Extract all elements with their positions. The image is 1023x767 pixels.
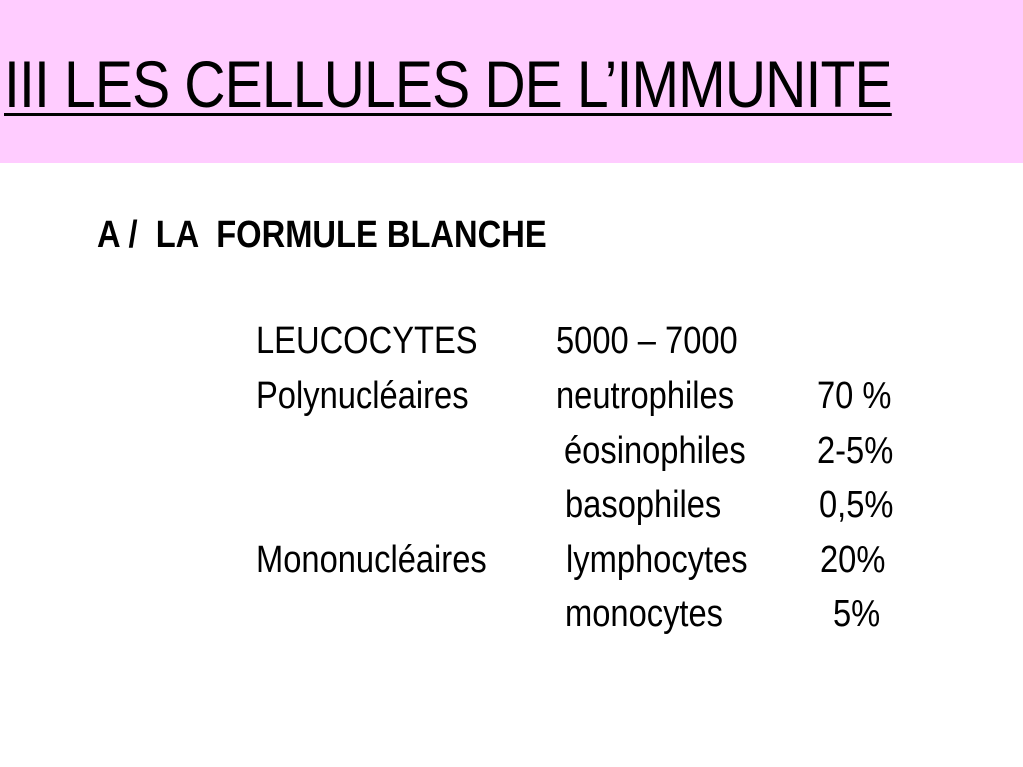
eosinophiles-label: éosinophiles [564, 430, 746, 472]
section-heading: A / LA FORMULE BLANCHE [97, 214, 547, 256]
leucocytes-count: 5000 – 7000 [556, 320, 738, 362]
leucocytes-label: LEUCOCYTES [256, 320, 478, 362]
slide-title: III LES CELLULES DE L’IMMUNITE [4, 47, 892, 121]
lymphocytes-label: lymphocytes [566, 539, 748, 581]
lymphocytes-percent: 20% [820, 539, 886, 581]
eosinophiles-percent: 2-5% [817, 430, 894, 472]
basophiles-percent: 0,5% [819, 484, 894, 526]
basophiles-label: basophiles [565, 484, 722, 526]
monocytes-percent: 5% [833, 593, 881, 635]
neutrophiles-percent: 70 % [817, 375, 892, 417]
monocytes-label: monocytes [565, 593, 724, 635]
mononuclear-group-label: Mononucléaires [256, 539, 487, 581]
neutrophiles-label: neutrophiles [556, 375, 735, 417]
polynuclear-group-label: Polynucléaires [256, 375, 469, 417]
